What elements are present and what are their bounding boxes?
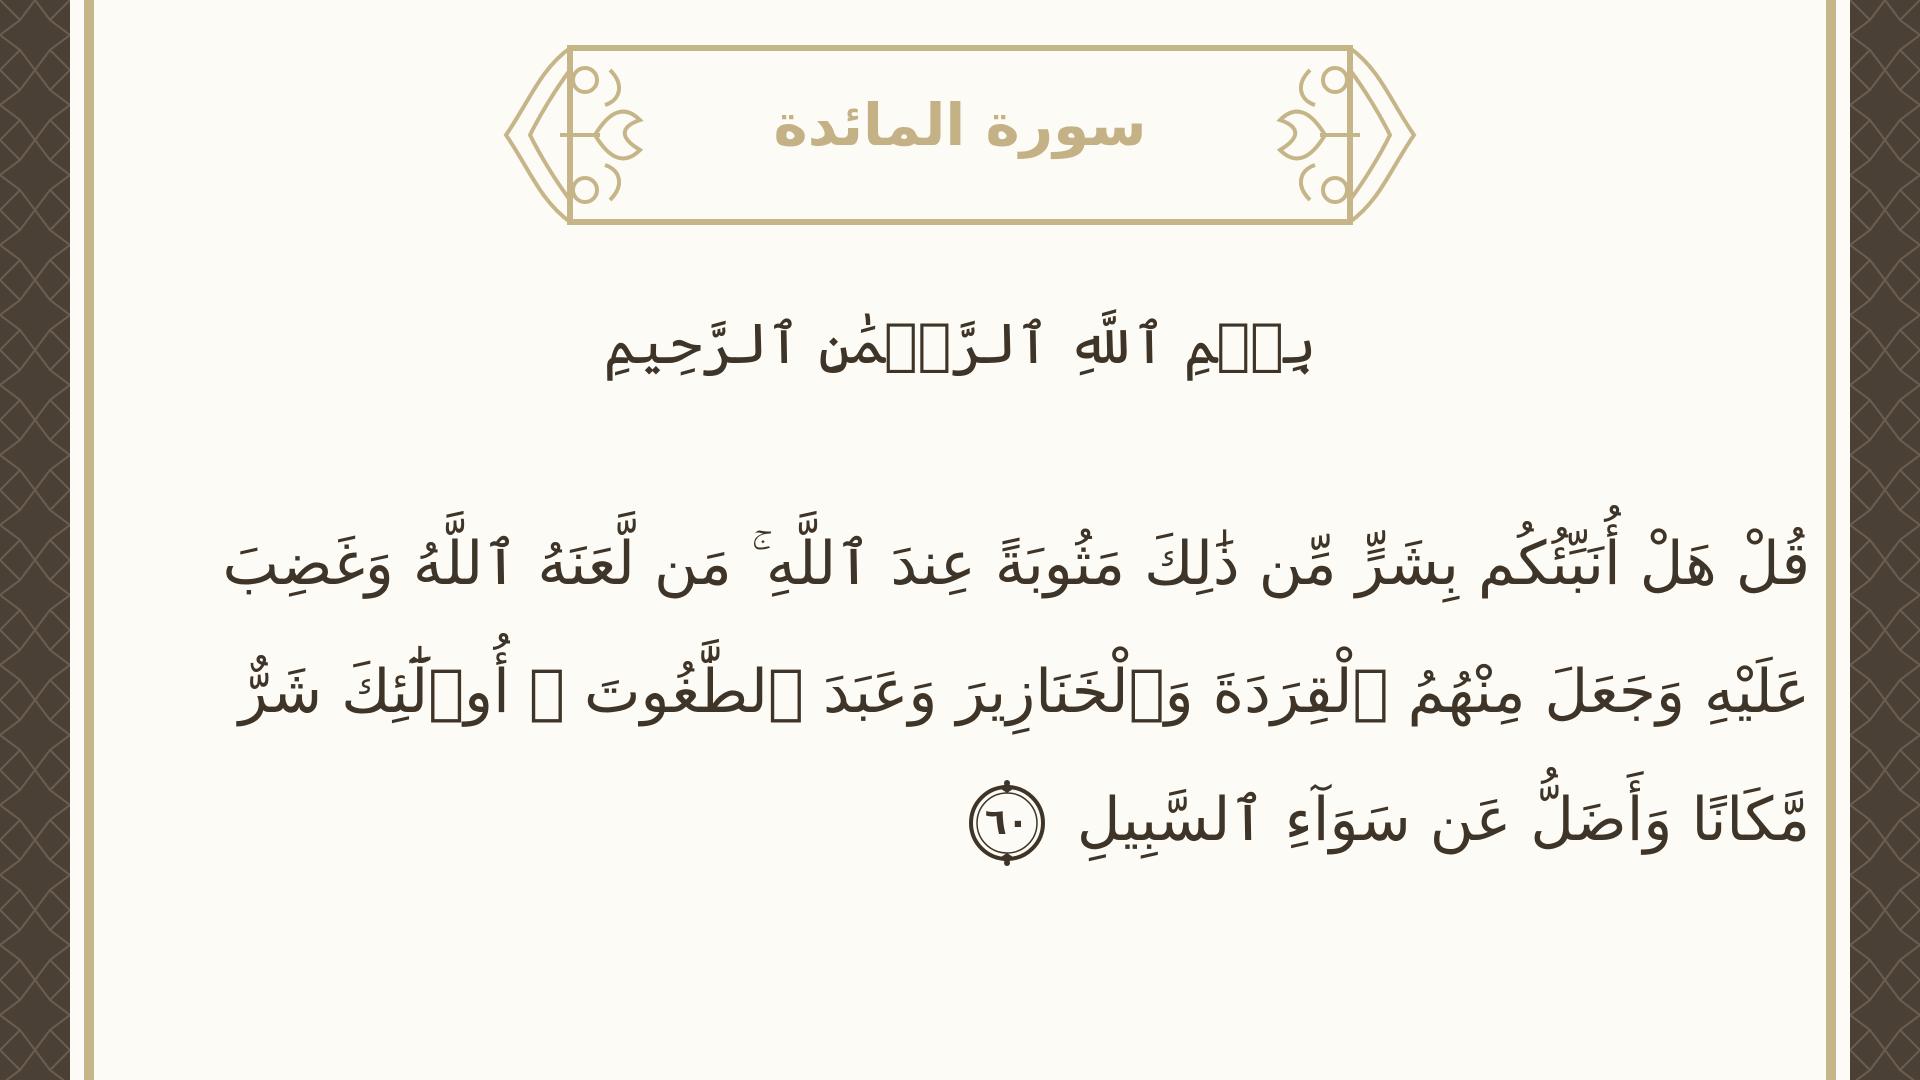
ayah-number: ٦٠ xyxy=(984,802,1029,844)
left-gold-rule xyxy=(84,0,94,1080)
left-ornamental-border xyxy=(0,0,70,1080)
right-gold-rule xyxy=(1826,0,1836,1080)
verse-line-2: عَلَيْهِ وَجَعَلَ مِنْهُمُ ٱلْقِرَدَةَ وَٱلْخَنَازِيرَ وَعَبَدَ ٱلطَّٰغُوتَ ۚ أُو۟لَٰٓئِكَ شَرٌّ xyxy=(238,657,1810,727)
basmala: بِسۡمِ ٱللَّهِ ٱلرَّحۡمَٰنِ ٱلرَّحِيمِ xyxy=(603,312,1317,377)
right-ornamental-border xyxy=(1850,0,1920,1080)
surah-title: سورة المائدة xyxy=(773,91,1147,159)
ayah-end-marker xyxy=(961,777,1053,869)
verse-line-3-text: مَّكَانًا وَأَضَلُّ عَن سَوَآءِ ٱلسَّبِيلِ xyxy=(1076,785,1810,855)
verse-line-1: قُلْ هَلْ أُنَبِّئُكُم بِشَرٍّ مِّن ذَٰلِكَ مَثُوبَةً عِندَ ٱللَّهِ ۚ مَن لَّعَنَهُ ٱللَّهُ وَغَضِبَ xyxy=(222,529,1810,599)
surah-title-cartouche xyxy=(500,40,1420,230)
verse-line-3 xyxy=(190,756,1810,884)
verse-text xyxy=(190,500,1810,880)
